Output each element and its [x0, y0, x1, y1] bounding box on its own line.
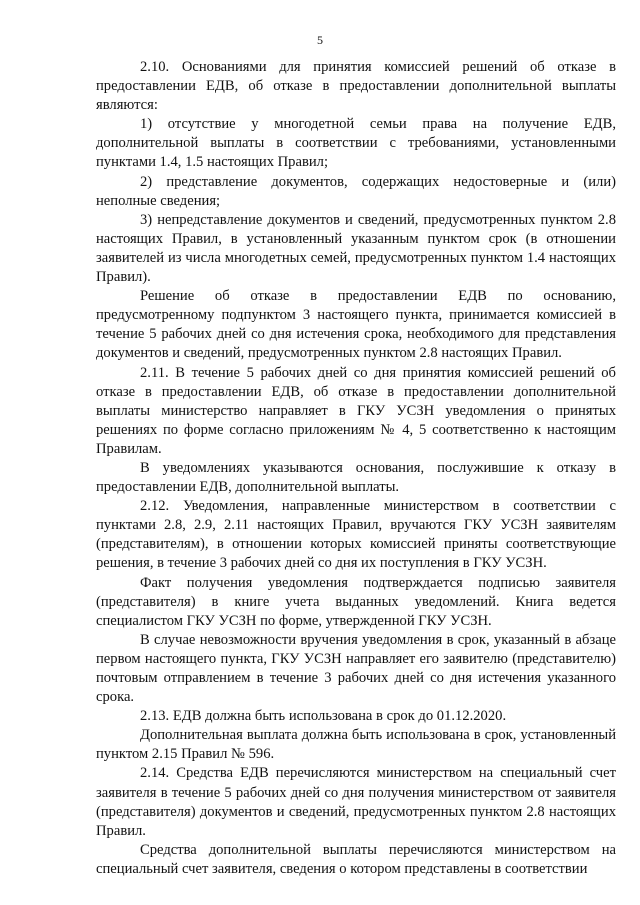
paragraph: 2) представление документов, содержащих недостоверные и (или) неполные сведения; [96, 173, 616, 209]
paragraph: 2.12. Уведомления, направленные министерством в соответствии с пунктами 2.8, 2.9, 2.11 настоящих Правил, вручаются ГКУ УСЗН заявителям (представителям), в отношении которых комиссией приняты соответствующие решения, в течение 3 рабочих дней со дня их поступления в ГКУ УСЗН. [96, 498, 616, 572]
paragraph: 1) отсутствие у многодетной семьи права на получение ЕДВ, дополнительной выплаты в соответствии с требованиями, установленными пунктами 1.4, 1.5 настоящих Правил; [96, 116, 616, 171]
paragraph: 2.10. Основаниями для принятия комиссией решений об отказе в предоставлении ЕДВ, об отказе в предоставлении дополнительной выплаты являются: [96, 59, 616, 114]
paragraph: В уведомлениях указываются основания, послужившие к отказу в предоставлении ЕДВ, дополнительной выплаты. [96, 459, 616, 496]
paragraph: 3) непредставление документов и сведений, предусмотренных пунктом 2.8 настоящих Правил, в установленный указанным пунктом срок (в отношении заявителей из числа многодетных семей, предусмотренных пунктом 1.4 настоящих Правил). [96, 211, 616, 286]
page-number: 5 [317, 33, 323, 47]
paragraph: Решение об отказе в предоставлении ЕДВ по основанию, предусмотренному подпунктом 3 настоящего пункта, принимается комиссией в течение 5 рабочих дней со дня истечения срока, необходимого для представления документов и сведений, предусмотренных пунктом 2.8 настоящих Правил. [96, 288, 616, 362]
paragraph: Факт получения уведомления подтверждается подписью заявителя (представителя) в книге учета выданных уведомлений. Книга ведется специалистом ГКУ УСЗН по форме, утвержденной ГКУ УСЗН. [96, 574, 616, 629]
paragraph: Средства дополнительной выплаты перечисляются министерством на специальный счет заявителя, сведения о котором представлены в соответствии [96, 841, 616, 877]
paragraph: 2.13. ЕДВ должна быть использована в срок до 01.12.2020. [140, 708, 507, 725]
paragraph: 2.11. В течение 5 рабочих дней со дня принятия комиссией решений об отказе в предоставлении ЕДВ, об отказе в предоставлении дополнительной выплаты министерство направляет в ГКУ УСЗН уведомления о принятых решениях по форме согласно приложениям № 4, 5 соответственно к настоящим Правилам. [96, 364, 616, 457]
paragraph: 2.14. Средства ЕДВ перечисляются министерством на специальный счет заявителя в течение 5 рабочих дней со дня получения министерством от заявителя (представителя) документов и сведений, предусмотренных пунктом 2.8 настоящих Правил. [96, 765, 616, 839]
paragraph: В случае невозможности вручения уведомления в срок, указанный в абзаце первом настоящего пункта, ГКУ УСЗН направляет его заявителю (представителю) почтовым отправлением в течение 3 рабочих дней со дня истечения указанного срока. [96, 631, 616, 706]
paragraph: Дополнительная выплата должна быть использована в срок, установленный пунктом 2.15 Правил № 596. [96, 727, 616, 763]
document-body [96, 58, 616, 879]
